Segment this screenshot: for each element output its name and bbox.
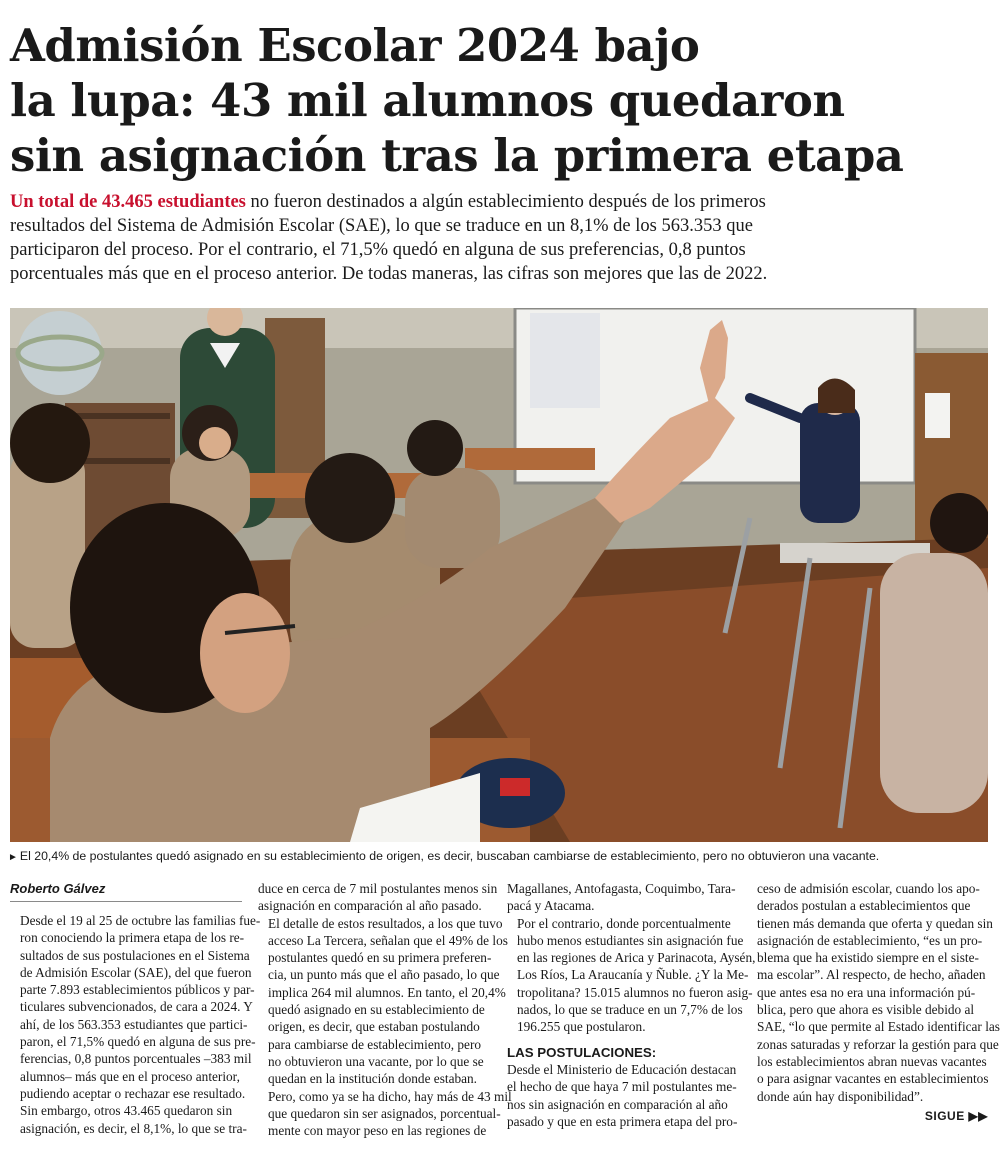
text-line: SAE, “lo que permite al Estado identificar las xyxy=(757,1019,1000,1035)
text-line: tropolitana? 15.015 alumnos no fueron asig- xyxy=(517,984,753,1000)
text-line: blica, pero que ahora es visible debido al xyxy=(757,1002,975,1018)
text-line: quedan en la institución donde estaban. xyxy=(268,1071,477,1087)
headline-line: sin asignación tras la primera etapa xyxy=(10,129,904,182)
headline-line: la lupa: 43 mil alumnos quedaron xyxy=(10,74,845,127)
text-line: el hecho de que haya 7 mil postulantes me- xyxy=(507,1079,737,1095)
text-line: asignación en comparación al año pasado. xyxy=(258,898,482,914)
text-line: nos sin asignación en comparación al año xyxy=(507,1096,728,1112)
text-line: postulantes quedó en su primera preferen- xyxy=(268,950,492,966)
text-line: implica 264 mil alumnos. En tanto, el 20,4% xyxy=(268,984,506,1000)
classroom-photo xyxy=(10,308,988,842)
text-line: blema que ha existido siempre en el siste- xyxy=(757,950,979,966)
text-line: acceso La Tercera, señalan que el 49% de los xyxy=(268,932,508,948)
lead-highlight: Un total de 43.465 estudiantes xyxy=(10,192,246,212)
article-paragraph xyxy=(258,880,498,915)
headline-line: Admisión Escolar 2024 bajo xyxy=(10,19,700,72)
text-line: tienen más demanda que oferta y quedan sin xyxy=(757,915,993,931)
continue-link[interactable]: SIGUE ▶▶ xyxy=(924,1109,988,1123)
text-line: ticulares subvencionados, de cara a 2024. Y xyxy=(20,999,253,1015)
text-line: ferencias, 0,8 puntos porcentuales –383 mil xyxy=(20,1051,252,1067)
classroom-photo-illustration xyxy=(10,308,988,842)
lead-paragraph xyxy=(10,190,990,286)
caption-marker-icon: ► xyxy=(8,852,18,863)
text-line: Por el contrario, donde porcentualmente xyxy=(517,915,731,931)
text-line: sultados de sus postulaciones en el Sistema xyxy=(20,947,250,963)
text-line: cia, un punto más que el año pasado, lo que xyxy=(268,967,500,983)
lead-line: resultados del Sistema de Admisión Escolar (SAE), lo que se traduce en un 8,1% de los 563.353 que xyxy=(10,216,753,236)
text-line: Desde el Ministerio de Educación destacan xyxy=(507,1061,737,1077)
article-paragraph xyxy=(757,880,1000,1105)
text-line: no obtuvieron una vacante, por lo que se xyxy=(268,1053,484,1069)
article-paragraph xyxy=(507,1061,739,1130)
text-line: paron, el 71,5% quedó en alguna de sus pre- xyxy=(20,1034,256,1050)
text-line: ma escolar”. Al respecto, de hecho, añaden xyxy=(757,967,986,983)
text-line: los establecimientos abran nuevas vacantes xyxy=(757,1053,987,1069)
text-line: El detalle de estos resultados, a los que tuvo xyxy=(268,915,503,931)
text-line: o para asignar vacantes en establecimientos xyxy=(757,1071,989,1087)
article-paragraph xyxy=(258,915,512,1140)
text-line: ceso de admisión escolar, cuando los apo- xyxy=(757,881,980,896)
text-line: para cambiarse de establecimiento, pero xyxy=(268,1036,482,1052)
caption-text: El 20,4% de postulantes quedó asignado en su establecimiento de origen, es decir, buscaban cambiarse de establecimiento, pero no obtuvieron una vacante. xyxy=(19,849,880,863)
text-line: duce en cerca de 7 mil postulantes menos sin xyxy=(258,881,498,896)
text-line: asignación, es decir, el 8,1%, lo que se tra- xyxy=(20,1120,247,1136)
article-column-2 xyxy=(258,880,512,1139)
text-line: pasado y que en esta primera etapa del pro- xyxy=(507,1113,738,1129)
text-line: nados, lo que se traduce en un 7,7% de los xyxy=(517,1002,743,1018)
text-line: pudiendo aceptar o rechazar ese resultado. xyxy=(20,1085,246,1101)
text-line: ron conociendo la primera etapa de los re- xyxy=(20,930,245,946)
text-line: pacá y Atacama. xyxy=(507,898,595,914)
text-line: asignación de establecimiento, “es un pro- xyxy=(757,932,983,948)
text-line: de Admisión Escolar (SAE), del que fueron xyxy=(20,964,252,980)
article-column-1 xyxy=(10,880,261,1137)
text-line: que quedaron sin ser asignados, porcentual- xyxy=(268,1105,501,1121)
article-paragraph xyxy=(10,912,261,1137)
article-paragraph xyxy=(507,880,739,915)
text-line: Pero, como ya se ha dicho, hay más de 43 mil xyxy=(268,1088,512,1104)
lead-line: porcentuales más que en el proceso anterior. De todas maneras, las cifras son mejores que las de 2022. xyxy=(10,264,768,284)
text-line: Magallanes, Antofagasta, Coquimbo, Tara- xyxy=(507,881,736,896)
text-line: que antes esa no era una información pú- xyxy=(757,984,976,1000)
text-line: alumnos– más que en el proceso anterior, xyxy=(20,1068,240,1084)
text-line: ahí, de los 563.353 estudiantes que partici- xyxy=(20,1016,248,1032)
text-line: hubo menos estudiantes sin asignación fue xyxy=(517,932,744,948)
text-line: zonas saturadas y reforzar la gestión para que xyxy=(757,1036,999,1052)
text-line: Desde el 19 al 25 de octubre las familias fue- xyxy=(20,913,261,928)
text-line: Sin embargo, otros 43.465 quedaron sin xyxy=(20,1103,233,1119)
text-line: Los Ríos, La Araucanía y Ñuble. ¿Y la Me- xyxy=(517,967,749,983)
lead-line xyxy=(10,190,990,214)
article-column-4 xyxy=(757,880,1000,1105)
photo-caption xyxy=(8,848,993,866)
byline: Roberto Gálvez xyxy=(10,880,242,902)
text-line: en las regiones de Arica y Parinacota, Aysén, xyxy=(517,950,756,966)
text-line: quedó asignado en su establecimiento de xyxy=(268,1002,485,1018)
article-paragraph xyxy=(507,915,756,1036)
text-line: origen, es decir, que estaban postulando xyxy=(268,1019,480,1035)
headline xyxy=(10,18,970,183)
section-subhead: LAS POSTULACIONES: xyxy=(507,1044,657,1060)
text-line: parte 7.893 establecimientos públicos y par- xyxy=(20,982,255,998)
text-line: 196.255 que postularon. xyxy=(517,1019,646,1035)
text-line: mente con mayor peso en las regiones de xyxy=(268,1123,487,1139)
article-column-3 xyxy=(507,880,756,1130)
text-line: donde aún hay disponibilidad”. xyxy=(757,1088,924,1104)
lead-line: participaron del proceso. Por el contrario, el 71,5% quedó en alguna de sus preferencias, 0,8 puntos xyxy=(10,240,746,260)
lead-line-rest: no fueron destinados a algún establecimiento después de los primeros xyxy=(245,192,766,212)
text-line: derados postulan a establecimientos que xyxy=(757,898,971,914)
